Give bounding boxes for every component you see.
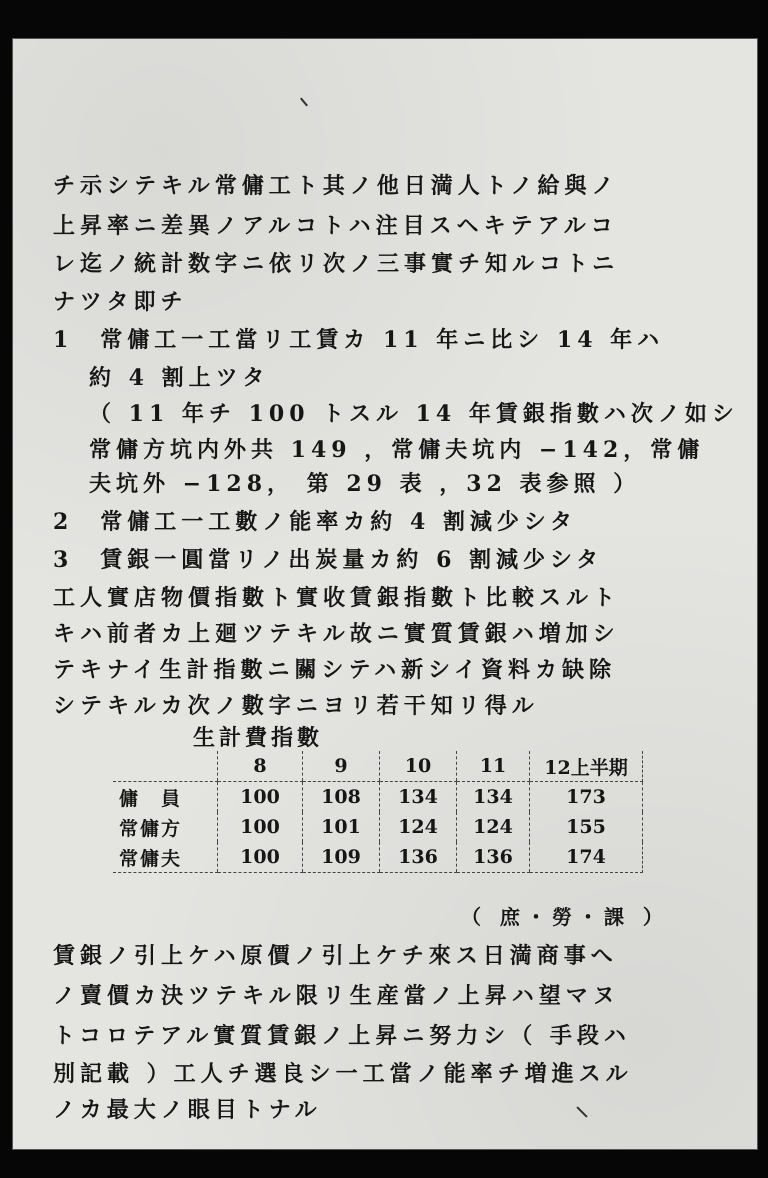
list-item-1: 1 常傭工一工當リ工賃カ 11 年ニ比シ 14 年ハ — [53, 327, 665, 353]
table-cell: 155 — [530, 812, 643, 842]
text-line: 常傭方坑内外共 149 ，常傭夫坑内 −142，常傭 — [89, 437, 705, 463]
text-line: 別記載 ）工人チ選良シ一工當ノ能率チ増進スル — [53, 1061, 633, 1087]
table-source: （ 庶・勞・課 ） — [461, 905, 669, 929]
table-row — [113, 842, 643, 873]
table-cell: 136 — [457, 842, 530, 873]
table-cell: 124 — [380, 812, 457, 842]
table-cell: 109 — [303, 842, 380, 873]
table-cell: 173 — [530, 782, 643, 813]
table-cell: 100 — [218, 812, 303, 842]
scan-mark — [576, 1106, 587, 1117]
table-header-cell: 8 — [218, 751, 303, 782]
text-line: レ迄ノ統計数字ニ依リ次ノ三事實チ知ルコトニ — [53, 251, 620, 277]
row-label: 常傭方 — [119, 817, 183, 840]
text-line: （ 11 年チ 100 トスル 14 年賃銀指數ハ次ノ如シ — [89, 401, 739, 427]
text-line: 工人實店物價指數ト實收賃銀指數ト比較スルト — [53, 585, 621, 611]
cost-of-living-table — [113, 751, 643, 873]
row-label: 傭 員 — [119, 787, 183, 810]
table-cell: 100 — [218, 782, 303, 813]
table-cell: 134 — [457, 782, 530, 813]
table-header-row — [113, 751, 643, 782]
table-header-cell: 10 — [380, 751, 457, 782]
table-cell: 124 — [457, 812, 530, 842]
table-header-cell: 9 — [303, 751, 380, 782]
row-label: 常傭夫 — [113, 842, 218, 873]
document-page — [12, 38, 758, 1150]
text-line: 賃銀ノ引上ケハ原價ノ引上ケチ來ス日満商事へ — [53, 943, 618, 969]
text-line: チ示シテキル常傭工ト其ノ他日満人トノ給與ノ — [53, 173, 619, 199]
text-line: 夫坑外 −128， 第 29 表 ，32 表参照 ） — [89, 471, 641, 497]
table-row — [113, 812, 643, 842]
table-cell: 136 — [380, 842, 457, 873]
table-cell: 101 — [303, 812, 380, 842]
text-line: 約 4 割上ツタ — [89, 365, 270, 391]
text-line: シテキルカ次ノ數字ニヨリ若干知リ得ル — [53, 693, 539, 719]
table-header-cell: 12上半期 — [530, 751, 643, 782]
text-line: 上昇率ニ差異ノアルコトハ注目スヘキテアルコ — [53, 213, 618, 239]
list-item-3: 3 賃銀一圓當リノ出炭量カ約 6 割減少シタ — [53, 547, 604, 573]
text-line: テキナイ生計指數ニ關シテハ新シイ資料カ缺除 — [53, 657, 617, 683]
scan-mark — [300, 98, 308, 107]
table-row — [113, 782, 643, 813]
table-cell: 174 — [530, 842, 643, 873]
text-line: トコロテアル實質賃銀ノ上昇ニ努力シ（ 手段ハ — [53, 1023, 631, 1049]
table-cell: 100 — [218, 842, 303, 873]
table-header-cell: 11 — [457, 751, 530, 782]
text-line: ナツタ即チ — [53, 289, 188, 315]
table-cell: 134 — [380, 782, 457, 813]
text-line: ノカ最大ノ眼目トナル — [53, 1097, 322, 1123]
text-line: ノ賣價カ決ツテキル限リ生産當ノ上昇ハ望マヌ — [53, 983, 620, 1009]
list-item-2: 2 常傭工一工數ノ能率カ約 4 割減少シタ — [53, 509, 578, 535]
table-cell: 108 — [303, 782, 380, 813]
table-header-cell — [113, 751, 218, 782]
text-line: キハ前者カ上廻ツテキル故ニ實質賃銀ハ増加シ — [53, 621, 620, 647]
table-title: 生計費指數 — [193, 725, 324, 751]
